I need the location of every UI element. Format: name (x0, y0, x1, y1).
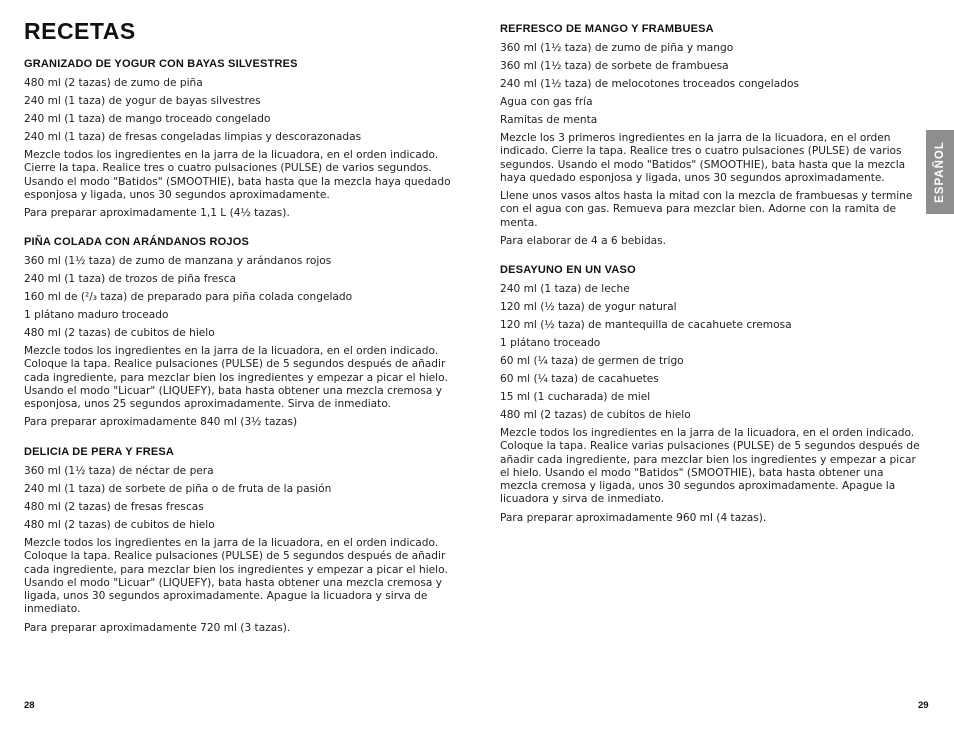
recipe-yield: Para elaborar de 4 a 6 bebidas. (500, 235, 667, 248)
ingredient: 240 ml (1½ taza) de melocotones troceados congelados (500, 78, 799, 90)
recipe-yield: Para preparar aproximadamente 960 ml (4 tazas). (500, 511, 767, 524)
ingredient-list (500, 283, 920, 422)
recipe-desayuno (500, 263, 920, 530)
recipe-yield: Para preparar aproximadamente 720 ml (3 tazas). (24, 621, 291, 634)
recipe-yield: Para preparar aproximadamente 840 ml (3½ tazas) (24, 416, 298, 429)
ingredient-list (500, 42, 920, 127)
recipe-pina-colada (24, 235, 454, 435)
recipe-yield: Para preparar aproximadamente 1,1 L (4½ tazas). (24, 207, 290, 220)
ingredient: 240 ml (1 taza) de leche (500, 283, 630, 295)
ingredient: 120 ml (½ taza) de mantequilla de cacahuete cremosa (500, 319, 792, 331)
language-tab (926, 130, 954, 214)
instructions (24, 149, 454, 202)
ingredient: 120 ml (½ taza) de yogur natural (500, 301, 677, 313)
instruction-paragraph: Llene unos vasos altos hasta la mitad con la mezcla de frambuesas y termine con el agua con gas. Remueva para mezclar bien. Adorne con la ramita de menta. (500, 190, 913, 229)
ingredient: 360 ml (1½ taza) de sorbete de frambuesa (500, 60, 729, 72)
instruction-paragraph: Mezcle todos los ingredientes en la jarra de la licuadora, en el orden indicado. Coloque la tapa. Realice varias pulsaciones (PULSE) de 5 segundos después de añadir cada ingrediente, para mezclar bien los ingredientes y empezar a picar el hielo. Usando el modo "Batidos" (SMOOTHIE), bata hasta obtener una mezcla cremosa y ligada, unos 30 segundos aproximadamente. Apague la licuadora y sirva de inmediato. (500, 427, 920, 506)
instruction-paragraph: Mezcle los 3 primeros ingredientes en la jarra de la licuadora, en el orden indicado. Cierre la tapa. Realice tres o cuatro pulsaciones (PULSE) de varios segundos. Usando el modo "Batidos" (SMOOTHIE), bata hasta que la mezcla haya quedado esponjosa y ligada, unos 30 segundos aproximadamente. (500, 132, 906, 184)
ingredient: 60 ml (¼ taza) de cacahuetes (500, 373, 659, 385)
language-tab-label: ESPAÑOL (934, 141, 946, 203)
page-number-right: 29 (918, 700, 929, 711)
ingredient: 360 ml (1½ taza) de zumo de piña y mango (500, 42, 734, 54)
page-number-left: 28 (24, 700, 35, 711)
ingredient: 240 ml (1 taza) de mango troceado congelado (24, 113, 271, 125)
ingredient: Agua con gas fría (500, 96, 593, 108)
instructions (500, 132, 920, 230)
ingredient: 360 ml (1½ taza) de néctar de pera (24, 465, 214, 477)
recipe-granizado (24, 57, 454, 225)
ingredient: 240 ml (1 taza) de trozos de piña fresca (24, 273, 237, 285)
ingredient: 1 plátano maduro troceado (24, 309, 169, 321)
instruction-paragraph: Mezcle todos los ingredientes en la jarra de la licuadora, en el orden indicado. Coloque la tapa. Realice pulsaciones (PULSE) de 5 segundos después de añadir cada ingrediente, para mezclar bien los ingredientes y empezar a picar el hielo. Usando el modo "Licuar" (LIQUEFY), bata hasta obtener una mezcla cremosa y esponjosa, unos 25 segundos aproximadamente. Sirva de inmediato. (24, 345, 448, 411)
ingredient: 480 ml (2 tazas) de cubitos de hielo (24, 519, 215, 531)
recipe-title: GRANIZADO DE YOGUR CON BAYAS SILVESTRES (24, 58, 298, 70)
ingredient: 360 ml (1½ taza) de zumo de manzana y arándanos rojos (24, 255, 332, 267)
recipe-title: DESAYUNO EN UN VASO (500, 264, 636, 276)
recipe-refresco (500, 22, 920, 253)
ingredient: 240 ml (1 taza) de yogur de bayas silvestres (24, 95, 261, 107)
instruction-paragraph: Mezcle todos los ingredientes en la jarra de la licuadora, en el orden indicado. Coloque la tapa. Realice pulsaciones (PULSE) de 5 segundos después de añadir cada ingrediente, para mezclar bien los ingredientes y empezar a picar el hielo. Usando el modo "Licuar" (LIQUEFY), bata hasta obtener una mezcla cremosa y ligada, unos 30 segundos aproximadamente. Apague la licuadora y sirva de inmediato. (24, 537, 448, 616)
instructions (24, 537, 454, 617)
ingredient-list (24, 465, 454, 532)
instructions (24, 345, 454, 411)
ingredient: Ramitas de menta (500, 114, 598, 126)
instructions (500, 427, 920, 507)
recipe-title: REFRESCO DE MANGO Y FRAMBUESA (500, 23, 714, 35)
recipe-title: PIÑA COLADA CON ARÁNDANOS ROJOS (24, 236, 249, 248)
ingredient: 240 ml (1 taza) de fresas congeladas limpias y descorazonadas (24, 131, 362, 143)
instruction-paragraph: Mezcle todos los ingredientes en la jarra de la licuadora, en el orden indicado. Cierre la tapa. Realice tres o cuatro pulsaciones (PULSE) de varios segundos. Usando el modo "Batidos" (SMOOTHIE), bata hasta que la mezcla haya quedado esponjosa y ligada, unos 30 segundos aproximadamente. (24, 149, 451, 201)
ingredient: 15 ml (1 cucharada) de miel (500, 391, 651, 403)
ingredient: 1 plátano troceado (500, 337, 601, 349)
ingredient: 480 ml (2 tazas) de cubitos de hielo (500, 409, 691, 421)
ingredient: 480 ml (2 tazas) de cubitos de hielo (24, 327, 215, 339)
recipe-title: DELICIA DE PERA Y FRESA (24, 446, 175, 458)
recipe-pera-fresa (24, 445, 454, 640)
ingredient: 60 ml (¼ taza) de germen de trigo (500, 355, 684, 367)
ingredient: 160 ml de (²/₃ taza) de preparado para piña colada congelado (24, 291, 353, 303)
ingredient: 240 ml (1 taza) de sorbete de piña o de fruta de la pasión (24, 483, 332, 495)
ingredient: 480 ml (2 tazas) de fresas frescas (24, 501, 204, 513)
page-title: RECETAS (24, 18, 136, 44)
ingredient-list (24, 255, 454, 340)
ingredient-list (24, 77, 454, 144)
ingredient: 480 ml (2 tazas) de zumo de piña (24, 77, 203, 89)
